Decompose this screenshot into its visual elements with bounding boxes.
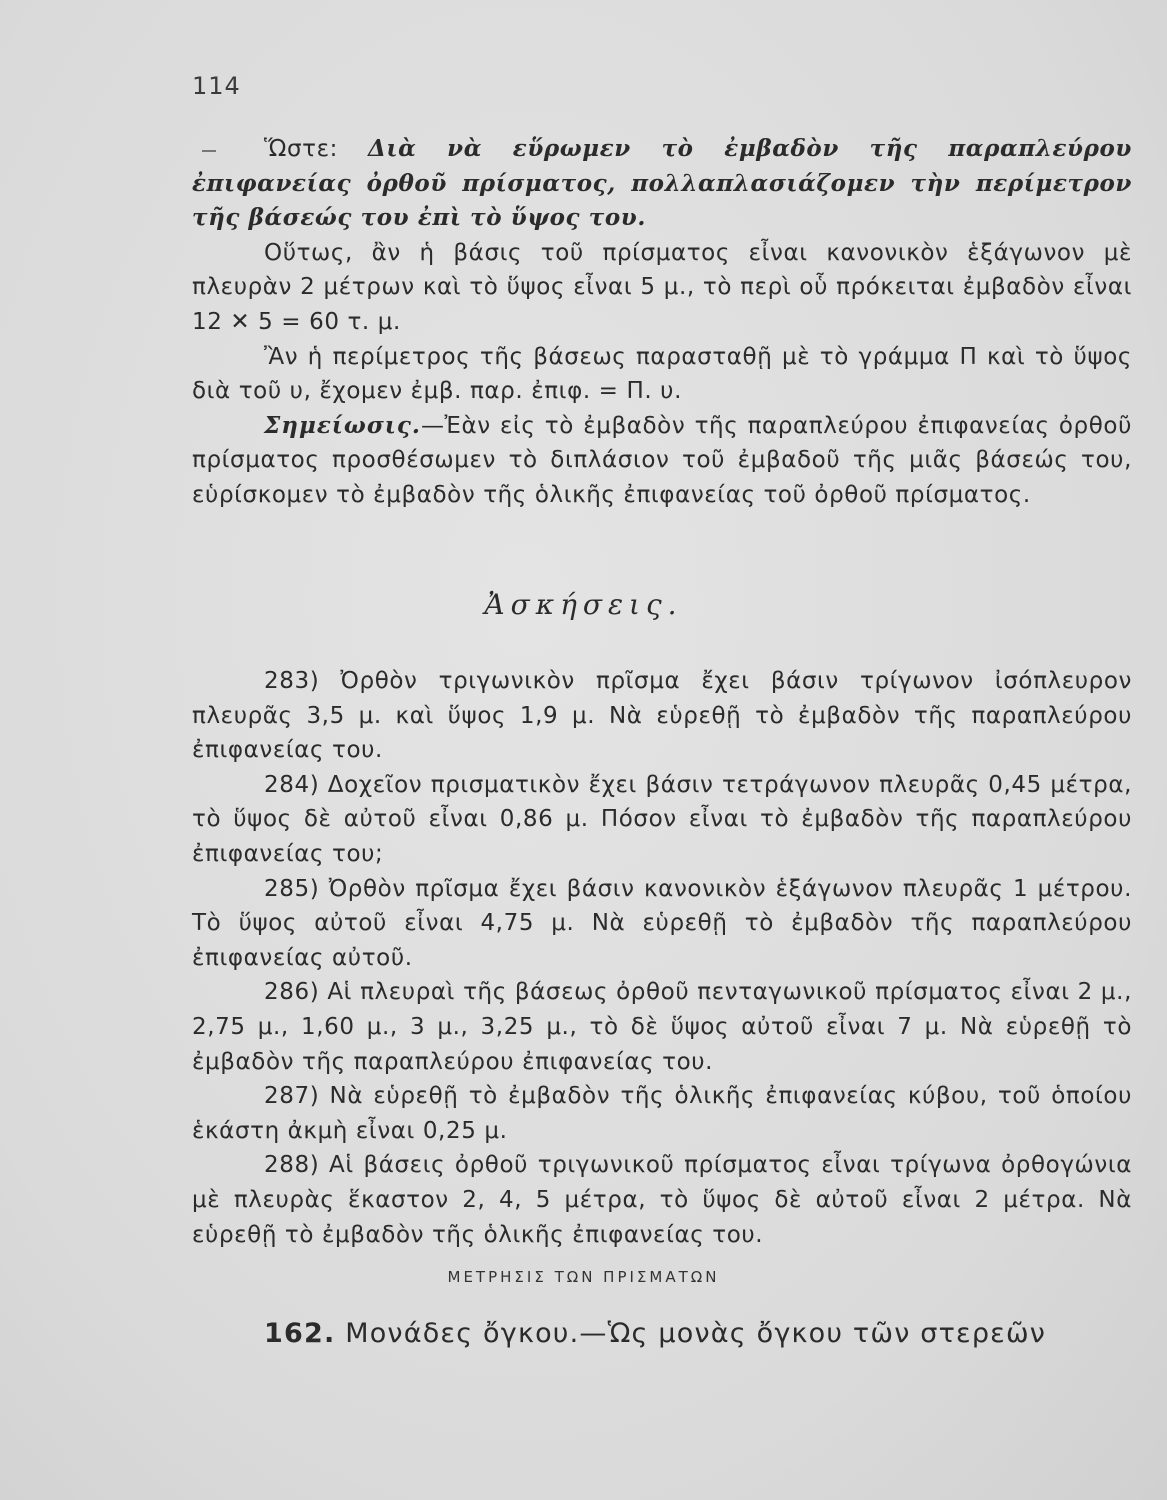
exercise-285: 285) Ὀρθὸν πρῖσμα ἔχει βάσιν κανονικὸν ἑξάγωνον πλευρᾶς 1 μέτρου. Τὸ ὕψος αὐτοῦ εἶναι 4,75 μ. Νὰ εὑρεθῇ τὸ ἐμβαδὸν τῆς παραπλεύρου ἐπιφανείας αὐτοῦ. (192, 875, 1132, 971)
note-paragraph (192, 409, 1132, 513)
rule-statement: Διὰ νὰ εὕρωμεν τὸ ἐμβαδὸν τῆς παραπλεύρου ἐπιφανείας ὀρθοῦ πρίσματος, πολλαπλασιάζομεν τὴν περίμετρον τῆς βάσεώς του ἐπὶ τὸ ὕψος του. (192, 135, 1132, 232)
notation-paragraph: Ἂν ἡ περίμετρος τῆς βάσεως παρασταθῇ μὲ τὸ γράμμα Π καὶ τὸ ὕψος διὰ τοῦ υ, ἔχομεν ἐμβ. παρ. ἐπιφ. = Π. υ. (192, 343, 1132, 405)
example-paragraph: Οὕτως, ἂν ἡ βάσις τοῦ πρίσματος εἶναι κανονικὸν ἑξάγωνον μὲ πλευρὰν 2 μέτρων καὶ τὸ ὕψος εἶναι 5 μ., τὸ περὶ οὗ πρόκειται ἐμβαδὸν εἶναι 12 ✕ 5 = 60 τ. μ. (192, 239, 1132, 335)
subsection-text: —Ὡς μονὰς ὄγκου τῶν στερεῶν (579, 1318, 1047, 1349)
exercise-283: 283) Ὀρθὸν τριγωνικὸν πρῖσμα ἔχει βάσιν τρίγωνον ἰσόπλευρον πλευρᾶς 3,5 μ. καὶ ὕψος 1,9 μ. Νὰ εὑρεθῇ τὸ ἐμβαδὸν τῆς παραπλεύρου ἐπιφανείας του. (192, 668, 1132, 764)
note-label: Σημείωσις. (264, 411, 421, 439)
exercise-288: 288) Αἱ βάσεις ὀρθοῦ τριγωνικοῦ πρίσματος εἶναι τρίγωνα ὀρθογώνια μὲ πλευρὰς ἕκαστον 2, 4, 5 μέτρα, τὸ ὕψος δὲ αὐτοῦ εἶναι 2 μέτρα. Νὰ εὑρεθῇ τὸ ἐμβαδὸν τῆς ὁλικῆς ἐπιφανείας του. (192, 1152, 1132, 1248)
subsection-title: Μονάδες ὄγκου. (345, 1318, 580, 1349)
exercises-title: Ἀσκήσεις. (484, 588, 683, 621)
rule-paragraph (192, 132, 1132, 236)
rule-lead: Ὥστε: (264, 136, 368, 162)
page-number: 114 (192, 72, 241, 100)
exercise-287: 287) Νὰ εὑρεθῇ τὸ ἐμβαδὸν τῆς ὁλικῆς ἐπιφανείας κύβου, τοῦ ὁποίου ἑκάστη ἀκμὴ εἶναι 0,25 μ. (192, 1083, 1132, 1144)
exercise-284: 284) Δοχεῖον πρισματικὸν ἔχει βάσιν τετράγωνον πλευρᾶς 0,45 μέτρα, τὸ ὕψος δὲ αὐτοῦ εἶναι 0,86 μ. Πόσον εἶναι τὸ ἐμβαδὸν τῆς παραπλεύρου ἐπιφανείας του; (192, 771, 1132, 867)
chapter-heading: ΜΕΤΡΗΣΙΣ ΤΩΝ ΠΡΙΣΜΑΤΩΝ (447, 1268, 720, 1286)
subsection-number: 162. (264, 1318, 336, 1349)
intro-text (192, 132, 1132, 513)
exercises-list (192, 664, 1132, 1252)
note-text: —Ἐὰν εἰς τὸ ἐμβαδὸν τῆς παραπλεύρου ἐπιφανείας ὀρθοῦ πρίσματος προσθέσωμεν τὸ διπλάσιον τοῦ ἐμβαδοῦ τῆς μιᾶς βάσεώς του, εὑρίσκομεν τὸ ἐμβαδὸν τῆς ὁλικῆς ἐπιφανείας τοῦ ὀρθοῦ πρίσματος. (192, 412, 1132, 508)
exercise-286: 286) Αἱ πλευραὶ τῆς βάσεως ὀρθοῦ πενταγωνικοῦ πρίσματος εἶναι 2 μ., 2,75 μ., 1,60 μ., 3 μ., 3,25 μ., τὸ δὲ ὕψος αὐτοῦ εἶναι 7 μ. Νὰ εὑρεθῇ τὸ ἐμβαδὸν τῆς παραπλεύρου ἐπιφανείας του. (192, 979, 1132, 1075)
subsection-162 (192, 1314, 1132, 1354)
